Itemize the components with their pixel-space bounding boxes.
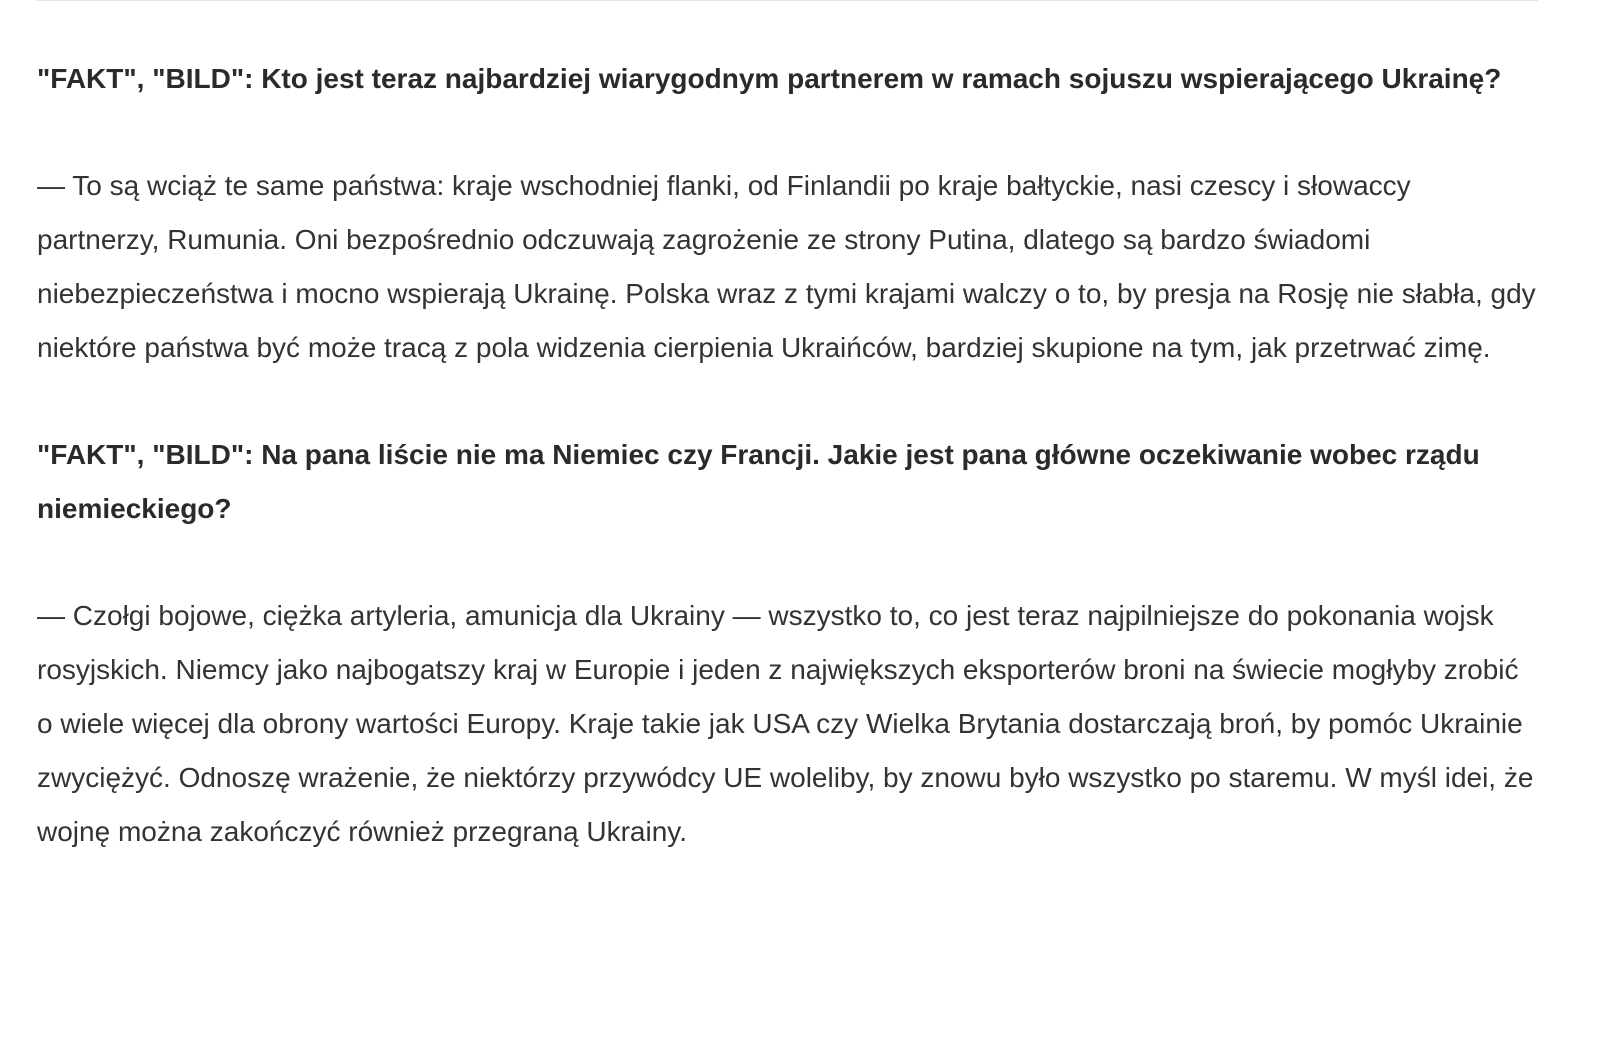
spacer [37, 536, 1537, 589]
interview-question-2: "FAKT", "BILD": Na pana liście nie ma Niemiec czy Francji. Jakie jest pana główne oczekiwanie wobec rządu niemieckiego? [37, 439, 1480, 524]
interview-question-1: "FAKT", "BILD": Kto jest teraz najbardziej wiarygodnym partnerem w ramach sojuszu wspierającego Ukrainę? [37, 63, 1502, 94]
spacer [37, 106, 1537, 159]
article-body [37, 52, 1537, 859]
top-divider [37, 0, 1538, 1]
interview-answer-2: — Czołgi bojowe, ciężka artyleria, amunicja dla Ukrainy — wszystko to, co jest teraz najpilniejsze do pokonania wojsk rosyjskich. Niemcy jako najbogatszy kraj w Europie i jeden z największych eksporterów broni na świecie mogłyby zrobić o wiele więcej dla obrony wartości Europy. Kraje takie jak USA czy Wielka Brytania dostarczają broń, by pomóc Ukrainie zwyciężyć. Odnoszę wrażenie, że niektórzy przywódcy UE woleliby, by znowu było wszystko po staremu. W myśl idei, że wojnę można zakończyć również przegraną Ukrainy. [37, 600, 1534, 847]
interview-answer-1: — To są wciąż te same państwa: kraje wschodniej flanki, od Finlandii po kraje bałtyckie, nasi czescy i słowaccy partnerzy, Rumunia. Oni bezpośrednio odczuwają zagrożenie ze strony Putina, dlatego są bardzo świadomi niebezpieczeństwa i mocno wspierają Ukrainę. Polska wraz z tymi krajami walczy o to, by presja na Rosję nie słabła, gdy niektóre państwa być może tracą z pola widzenia cierpienia Ukraińców, bardziej skupione na tym, jak przetrwać zimę. [37, 170, 1536, 363]
spacer [37, 375, 1537, 428]
